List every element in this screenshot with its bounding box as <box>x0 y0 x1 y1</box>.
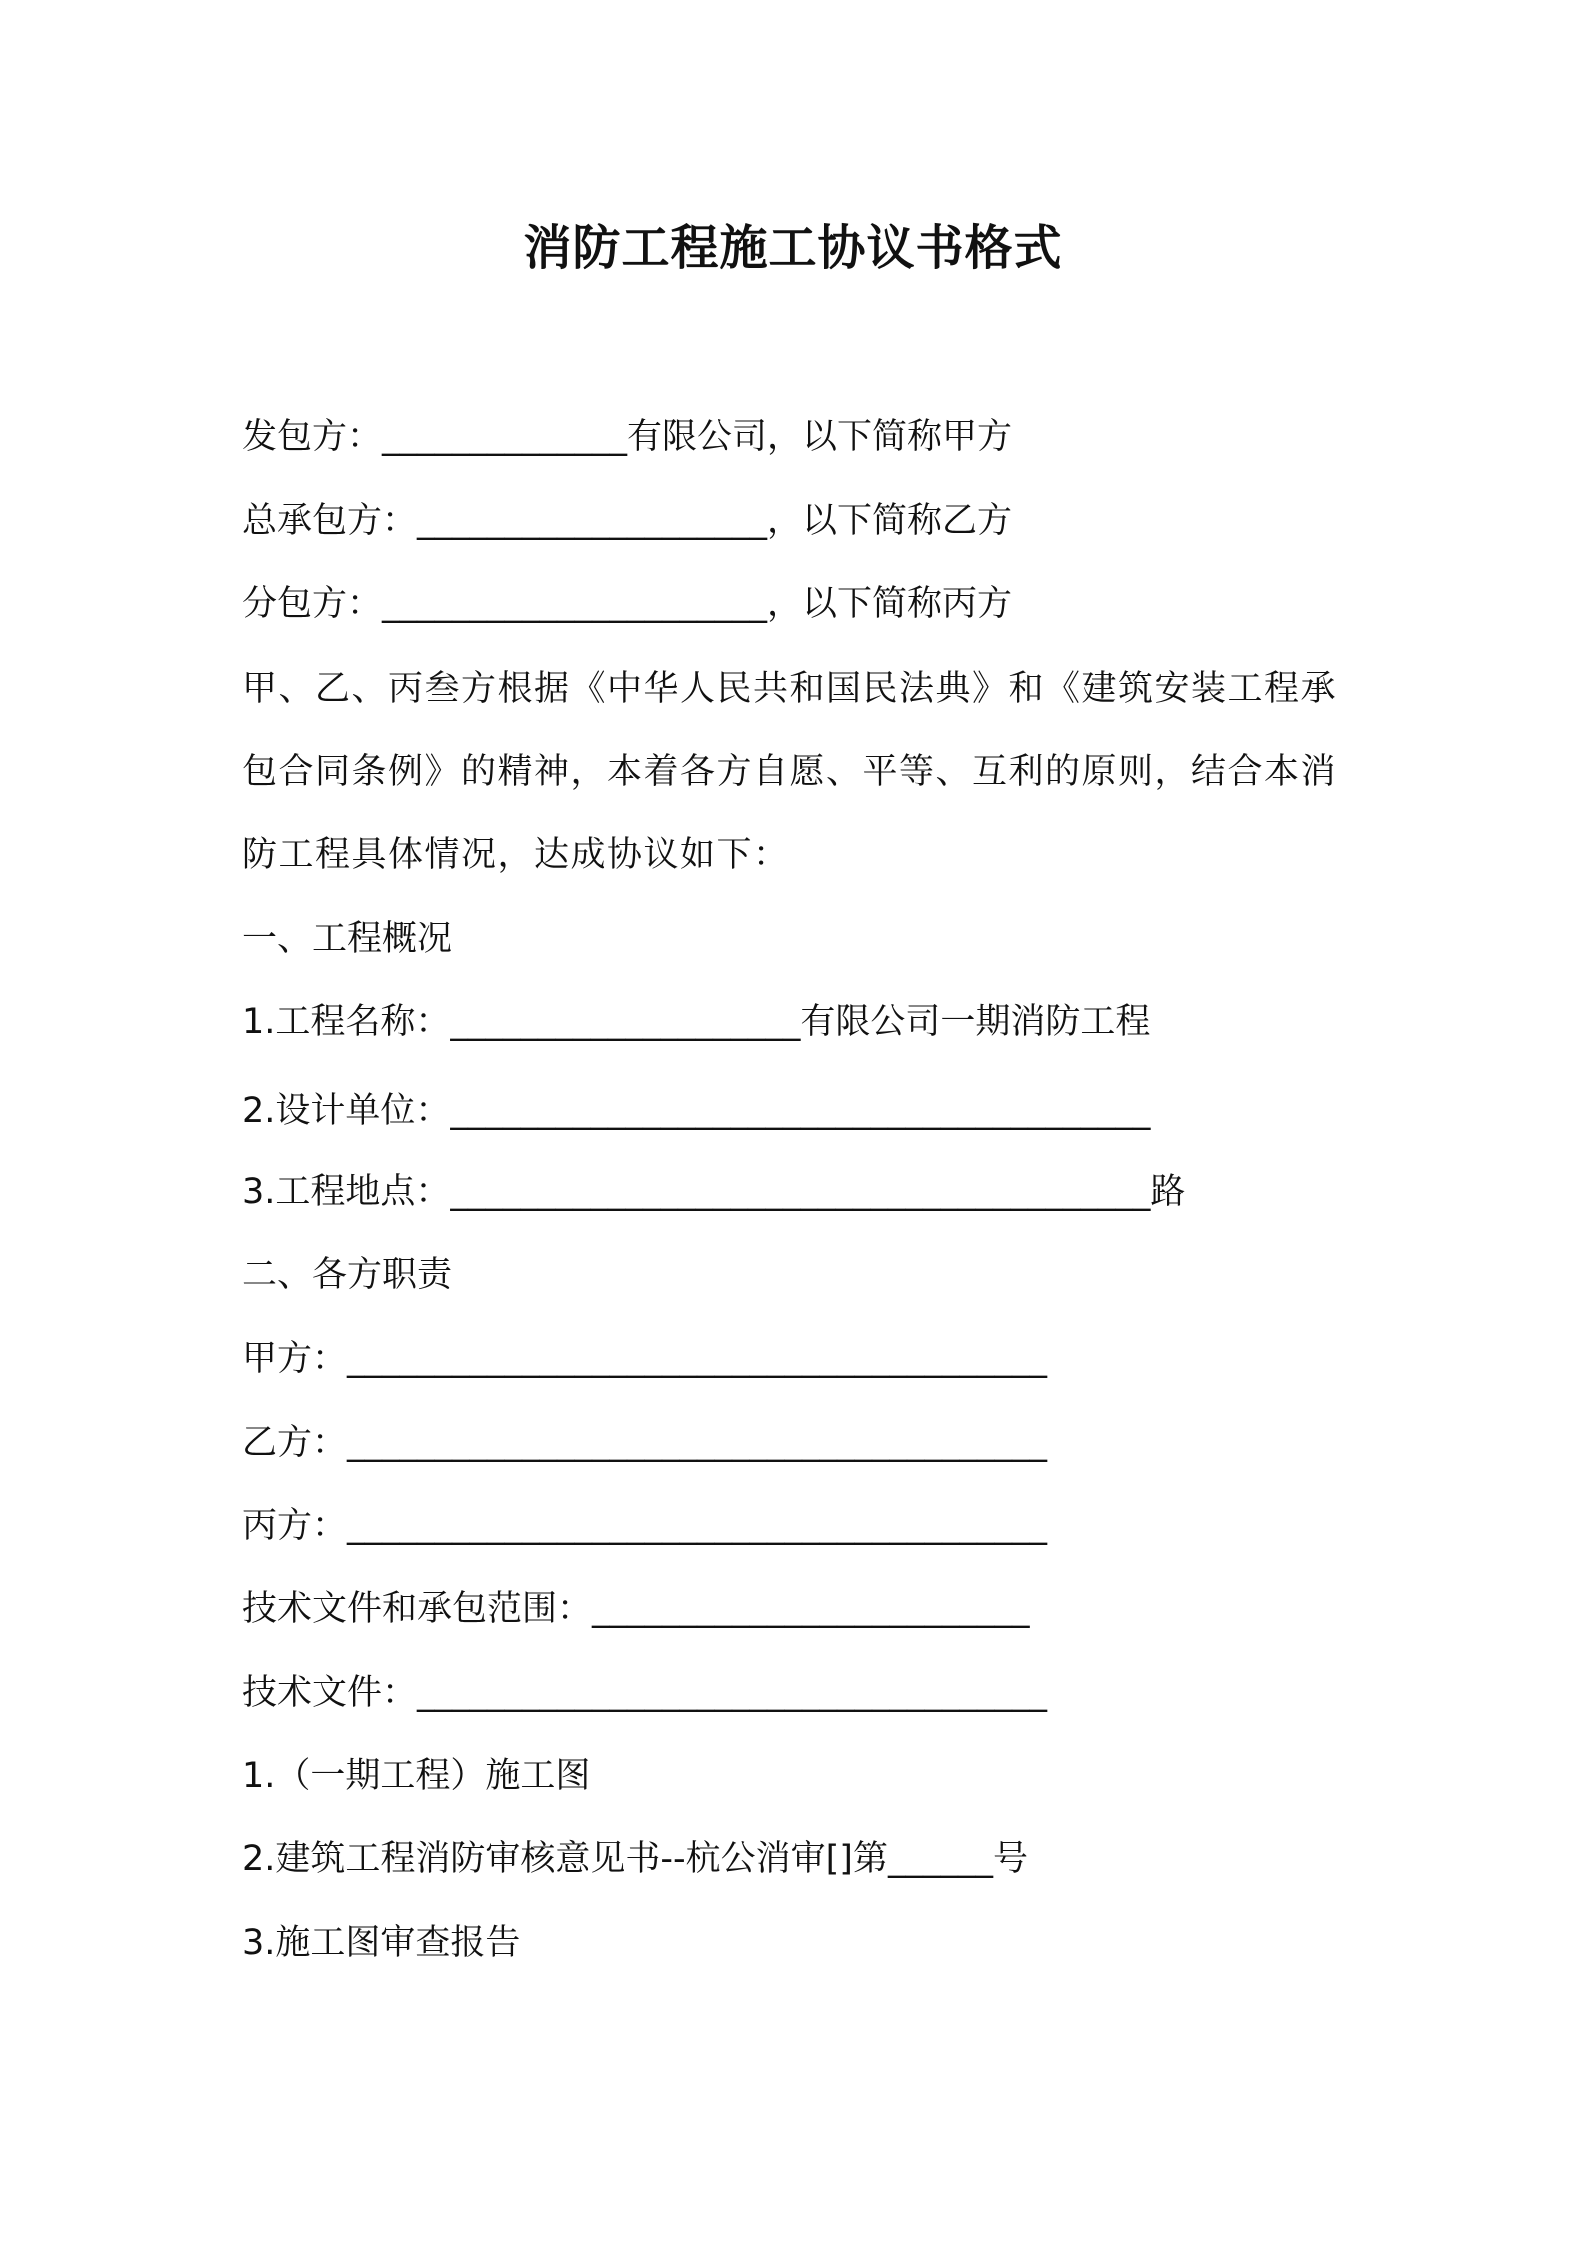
project-name-line: 1.工程名称：____________________有限公司一期消防工程 <box>242 1002 1151 1042</box>
party-b-line: 乙方：________________________________________ <box>242 1423 1048 1463</box>
doc-item-fire-review-opinion: 2.建筑工程消防审核意见书--杭公消审[]第______号 <box>242 1839 1028 1879</box>
preamble-paragraph: 甲、乙、丙叁方根据《中华人民共和国民法典》和《建筑安装工程承包合同条例》的精神，本着各方自愿、平等、互利的原则，结合本消防工程具体情况，达成协议如下： <box>242 669 1338 875</box>
subcontractor-line: 分包方：______________________，以下简称丙方 <box>242 584 1013 624</box>
scope-line: 技术文件和承包范围：_________________________ <box>242 1589 1030 1629</box>
party-a-line: 甲方：________________________________________ <box>242 1339 1048 1379</box>
doc-item-drawing-review-report: 3.施工图审查报告 <box>242 1923 521 1963</box>
project-location-line: 3.工程地点：________________________________________路 <box>242 1172 1186 1212</box>
doc-item-construction-drawings: 1.（一期工程）施工图 <box>242 1756 591 1796</box>
section-2-heading: 二、各方职责 <box>242 1255 453 1295</box>
document-title: 消防工程施工协议书格式 <box>523 220 1063 276</box>
tech-docs-line: 技术文件：____________________________________ <box>242 1673 1048 1713</box>
design-unit-line: 2.设计单位：________________________________________ <box>242 1091 1151 1131</box>
general-contractor-line: 总承包方：____________________，以下简称乙方 <box>242 501 1013 541</box>
party-c-line: 丙方：________________________________________ <box>242 1506 1048 1546</box>
section-1-heading: 一、工程概况 <box>242 919 453 959</box>
employer-line: 发包方：______________有限公司，以下简称甲方 <box>242 417 1013 457</box>
